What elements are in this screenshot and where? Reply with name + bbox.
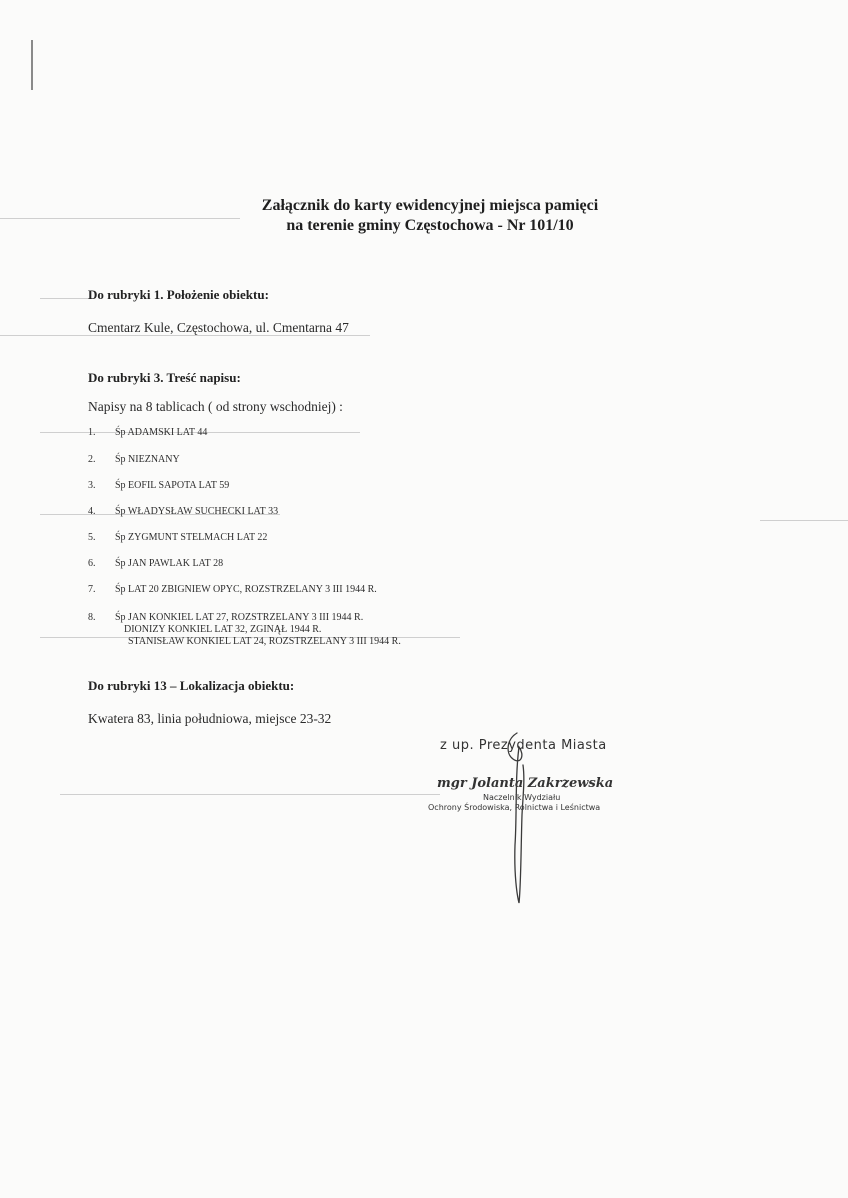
item-number: 6.	[88, 558, 96, 569]
section1-heading: Do rubryki 1. Położenie obiektu:	[88, 287, 269, 302]
inscription-item	[88, 480, 229, 491]
item-text: Śp ADAMSKI LAT 44	[115, 427, 208, 438]
item-text: Śp JAN KONKIEL LAT 27, ROZSTRZELANY 3 III 1944 R.	[115, 612, 364, 623]
inscription-item	[88, 427, 207, 438]
item-number: 4.	[88, 506, 96, 517]
section13-heading: Do rubryki 13 – Lokalizacja obiektu:	[88, 678, 295, 693]
document-title-line1: Załącznik do karty ewidencyjnej miejsca pamięci	[261, 197, 599, 214]
inscription-item-continuation: DIONIZY KONKIEL LAT 32, ZGINĄŁ 1944 R.	[124, 624, 322, 635]
scan-edge-mark	[31, 40, 33, 90]
inscription-item	[88, 584, 377, 595]
item-number: 3.	[88, 480, 96, 491]
scan-artifact-line	[60, 794, 440, 795]
inscription-item	[88, 558, 223, 569]
section3-heading: Do rubryki 3. Treść napisu:	[88, 370, 241, 385]
stamp-official-title-line1: Naczelnik Wydziału	[483, 793, 561, 802]
inscription-item	[88, 532, 267, 543]
item-text: Śp WŁADYSŁAW SUCHECKI LAT 33	[115, 506, 279, 517]
stamp-authority-line: z up. Prezydenta Miasta	[440, 738, 607, 753]
inscription-item	[88, 506, 278, 517]
item-text: Śp NIEZNANY	[115, 454, 180, 465]
item-text: Śp JAN PAWLAK LAT 28	[115, 558, 224, 569]
item-number: 7.	[88, 584, 96, 595]
stamp-official-name: mgr Jolanta Zakrzewska	[437, 776, 614, 791]
section3-intro: Napisy na 8 tablicach ( od strony wschodniej) :	[88, 399, 343, 414]
item-text: Śp LAT 20 ZBIGNIEW OPYC, ROZSTRZELANY 3 III 1944 R.	[115, 584, 377, 595]
document-title-line2: na terenie gminy Częstochowa - Nr 101/10	[286, 217, 574, 234]
section1-text: Cmentarz Kule, Częstochowa, ul. Cmentarna 47	[88, 320, 349, 335]
inscription-item-continuation: STANISŁAW KONKIEL LAT 24, ROZSTRZELANY 3 III 1944 R.	[128, 636, 401, 647]
inscription-item	[88, 454, 180, 465]
item-number: 5.	[88, 532, 96, 543]
section13-text: Kwatera 83, linia południowa, miejsce 23-32	[88, 711, 332, 726]
item-text: Śp EOFIL SAPOTA LAT 59	[115, 480, 230, 491]
item-number: 2.	[88, 454, 96, 465]
item-number: 1.	[88, 427, 96, 438]
handwritten-signature	[495, 725, 555, 910]
item-text: Śp ZYGMUNT STELMACH LAT 22	[115, 532, 268, 543]
stamp-official-title-line2: Ochrony Środowiska, Rolnictwa i Leśnictwa	[428, 803, 601, 812]
item-number: 8.	[88, 612, 96, 623]
scan-artifact-line	[40, 298, 90, 299]
inscription-item	[88, 612, 363, 623]
scan-artifact-line	[760, 520, 848, 521]
